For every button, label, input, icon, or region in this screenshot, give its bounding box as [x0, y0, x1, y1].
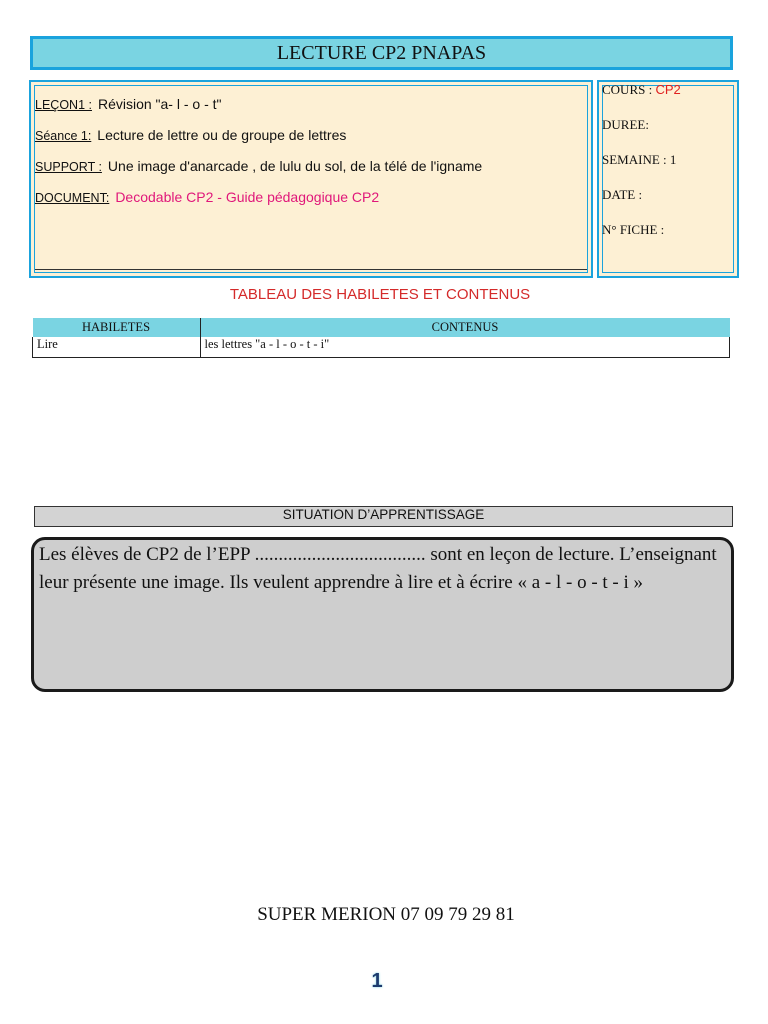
fiche-label: N° FICHE : [602, 222, 665, 237]
document-value: Decodable CP2 - Guide pédagogique CP2 [115, 189, 380, 205]
seance-row [35, 127, 346, 143]
lecon-row [35, 96, 222, 112]
table-row [33, 337, 730, 358]
course-info-panel [597, 80, 739, 278]
lecon-value: Révision "a- l - o - t" [97, 96, 222, 112]
semaine-label: SEMAINE : 1 [602, 152, 677, 167]
table-title: TABLEAU DES HABILETES ET CONTENUS [229, 286, 531, 303]
cours-row [602, 82, 681, 98]
date-label: DATE : [602, 187, 643, 202]
support-label: SUPPORT : [35, 160, 102, 174]
column-header: CONTENUS [200, 318, 730, 337]
table-header-row [33, 318, 730, 337]
lesson-info-panel [29, 80, 593, 278]
support-value: Une image d'anarcade , de lulu du sol, de la télé de l'igname [107, 158, 483, 174]
column-header: HABILETES [33, 318, 201, 337]
duree-label: DUREE: [602, 117, 649, 132]
page-number: 1 [371, 970, 383, 992]
cours-label: COURS : [602, 82, 653, 97]
page-title: LECTURE CP2 PNAPAS [30, 36, 733, 70]
skills-table [32, 318, 730, 358]
support-row [35, 158, 482, 174]
seance-value: Lecture de lettre ou de groupe de lettres [97, 127, 347, 143]
seance-label: Séance 1: [35, 129, 92, 143]
table-cell: les lettres "a - l - o - t - i" [200, 337, 730, 358]
situation-header: SITUATION D’APPRENTISSAGE [34, 506, 733, 527]
footer-contact: SUPER MERION 07 09 79 29 81 [257, 904, 515, 925]
document-row [35, 189, 379, 205]
situation-text: Les élèves de CP2 de l’EPP .................................... sont en leçon de lecture. L’enseignant leur présente une image. Ils veulent apprendre à lire et à écrire « a - l - o - t - i » [31, 537, 734, 692]
cours-value: CP2 [655, 82, 681, 97]
document-label: DOCUMENT: [35, 191, 110, 205]
divider [35, 269, 587, 270]
table-cell: Lire [33, 337, 201, 358]
lecon-label: LEÇON1 : [35, 98, 92, 112]
